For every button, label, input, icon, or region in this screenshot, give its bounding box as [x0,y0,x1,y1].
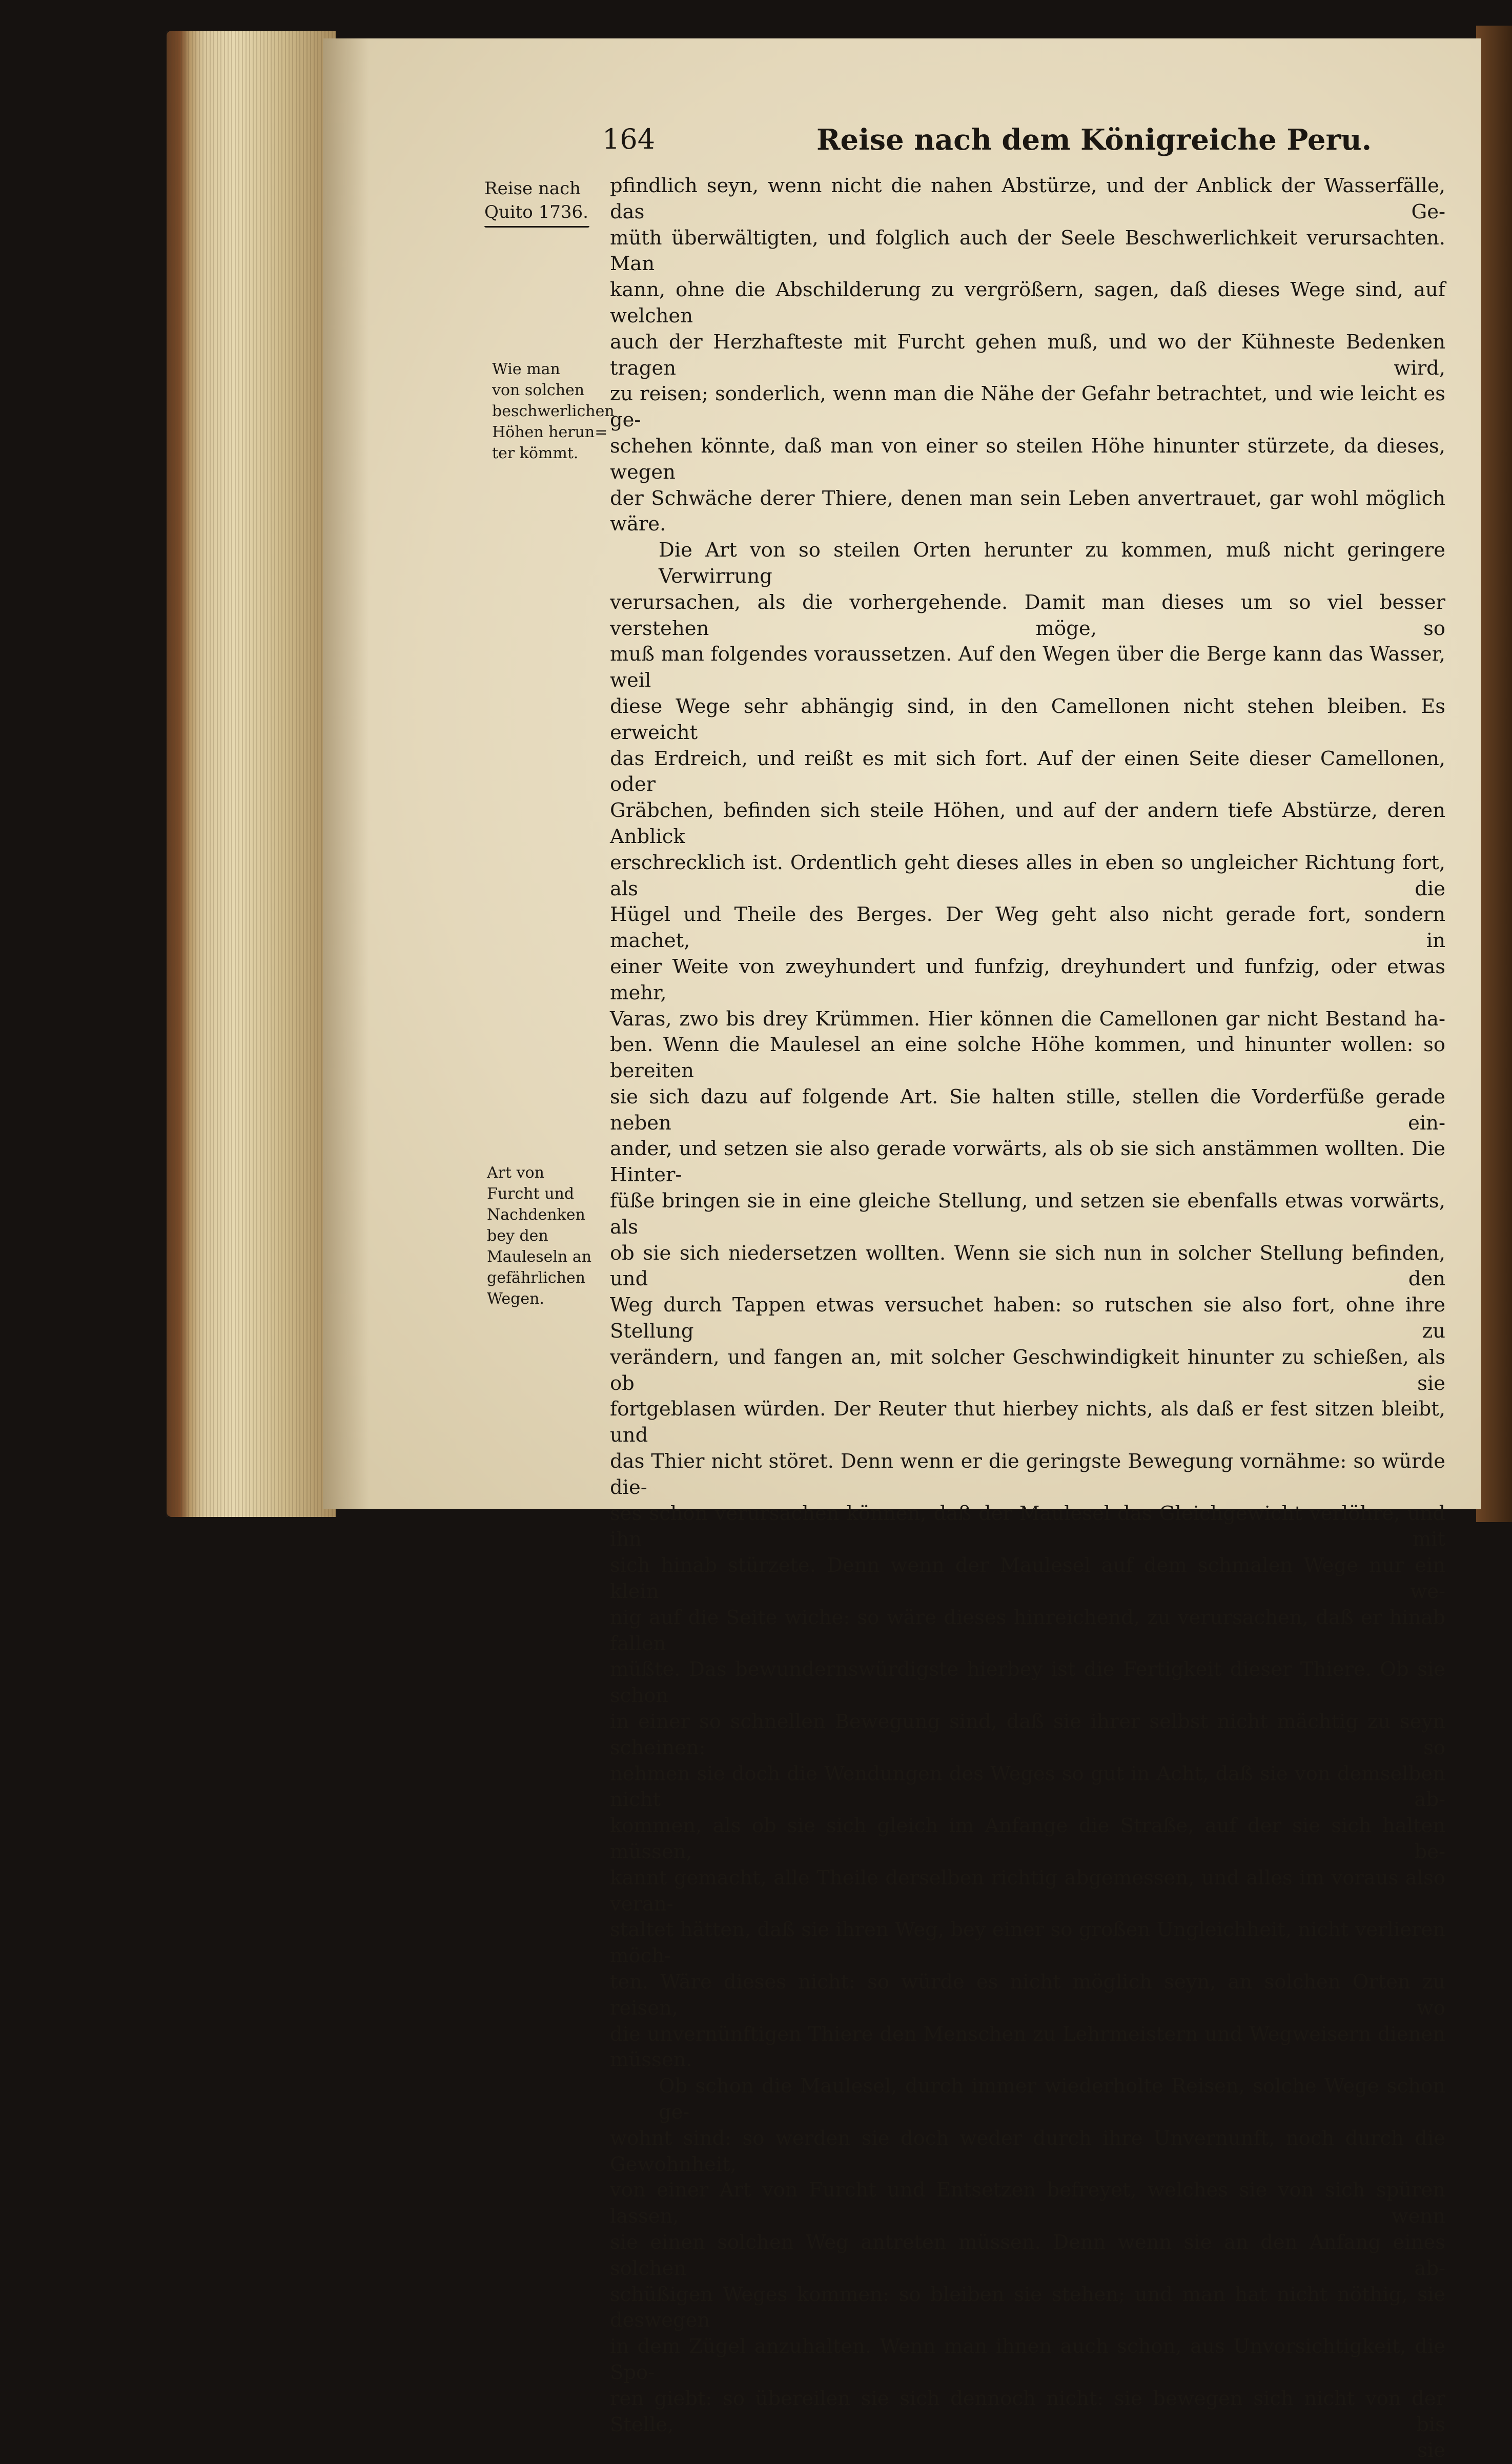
paragraph-2 [610,538,1445,2073]
text-line: ander, und setzen sie also gerade vorwärts, als ob sie sich anstämmen wollten. Die Hinter- [610,1137,1445,1187]
text-line: verursachen, als die vorhergehende. Damit man dieses um so viel besser verstehen möge, so [610,590,1445,640]
text-line: die unvernünftigen Thiere den Menschen zu Lehrmeistern und Wegweisern dienen müssen. [610,2022,1445,2072]
running-title: Reise nach dem Königreiche Peru. [816,123,1372,157]
text-line: kannt gemacht, alle Theile derselben richtig abgemessen, und alles im voraus also veran- [610,1866,1445,1916]
text-line: Die Art von so steilen Orten herunter zu kommen, muß nicht geringere Verwirrung [659,539,1445,588]
text-line: müth überwältigten, und folglich auch der Seele Beschwerlichkeit verursachten. Man [610,226,1445,276]
page-number: 164 [602,123,656,155]
text-line: staltet hätten, daß sie ihren Weg, bey einer so großen Ungleichheit, nicht verlieren möch- [610,1918,1445,1968]
margin-note-line: gefährlichen [487,1269,585,1287]
page-block-edge [167,31,336,1517]
margin-note-line: Höhen herun= [492,423,608,441]
margin-note-descent [492,359,615,464]
margin-note-line: von solchen [492,381,585,399]
margin-note-line: Art von [487,1164,544,1182]
text-line: ob sie sich niedersetzen wollten. Wenn sie sich nun in solcher Stellung befinden, und den [610,1241,1445,1291]
text-line: Gräbchen, befinden sich steile Höhen, und auf der andern tiefe Abstürze, deren Anblick [610,799,1445,848]
margin-note-line: ter kömmt. [492,444,579,462]
text-line: das Thier nicht störet. Denn wenn er die geringste Bewegung vornähme: so würde die- [610,1450,1445,1499]
text-line: nig auf die Seite wiche: so wäre dieses hinreichend, zu verursachen, daß er hinab fallen [610,1606,1445,1655]
text-line: in dem Zügel anzuhalten. Wenn man ihnen auch schon, aus Unvorsichtigkeit, die Spo- [610,2335,1445,2384]
text-line: zu reisen; sonderlich, wenn man die Nähe der Gefahr betrachtet, und wie leicht es ge- [610,382,1445,432]
text-line: diese Wege sehr abhängig sind, in den Camellonen nicht stehen bleiben. Es erweicht [610,694,1445,744]
body-text [610,173,1445,2464]
text-line: schüßigen Weges kommen: so bleiben sie stehen; und man hat nicht nöthig, sie deswegen [610,2283,1445,2332]
text-line: Weg durch Tappen etwas versuchet haben: so rutschen sie also fort, ohne ihre Stellung zu [610,1293,1445,1343]
text-line: pfindlich seyn, wenn nicht die nahen Abstürze, und der Anblick der Wasserfälle, das Ge- [610,174,1445,223]
margin-note-line: Wegen. [487,1290,544,1308]
text-line: fortgeblasen würden. Der Reuter thut hierbey nichts, als daß er fest sitzen bleibt, und [610,1398,1445,1447]
text-line: der Schwäche derer Thiere, denen man sein Leben anvertrauet, gar wohl möglich wäre. [610,486,1445,536]
text-line: Ob schon die Maulesel, durch immer wiederholte Reisen, solche Wege schon ge- [659,2075,1445,2124]
text-line: Hügel und Theile des Berges. Der Weg geht also nicht gerade fort, sondern machet, in [610,903,1445,953]
text-line: in einer so schnellen Bewegung sind, daß sie ihrer selbst nicht mächtig zu seyn scheinen: so [610,1710,1445,1759]
brace-rule [484,226,589,228]
text-line: muß man folgendes voraussetzen. Auf den Wegen über die Berge kann das Wasser, weil [610,643,1445,692]
text-line: erschrecklich ist. Ordentlich geht dieses alles in eben so ungleicher Richtung fort, als die [610,851,1445,900]
text-line: ten. Wäre dieses nicht: so würde es nicht möglich seyn, an solchen Orten zu reisen, wo [610,1970,1445,2020]
text-line: nehmen sie doch die Wendungen des Weges so gut in Acht, daß sie von demselben nicht ab- [610,1762,1445,1812]
text-line: sich hinab stürzete. Denn wenn der Maulesel auf dem schmalen Wege nur ein klein we- [610,1554,1445,1604]
running-head [602,123,1458,169]
catchword: sie [1417,2439,1445,2462]
text-line: schehen könnte, daß man von einer so steilen Höhe hinunter stürzete, da dieses, wegen [610,434,1445,484]
margin-note-fear [487,1162,591,1309]
text-line: das Erdreich, und reißt es mit sich fort. Auf der einen Seite dieser Camellonen, oder [610,747,1445,796]
text-line: auch der Herzhafteste mit Furcht gehen muß, und wo der Kühneste Bedenken tragen wird, [610,330,1445,380]
margin-note-line: Mauleseln an [487,1248,592,1266]
book-cover-edge [1476,26,1512,1522]
text-line: sie sich dazu auf folgende Art. Sie halten stille, stellen die Vorderfüße gerade neben ein- [610,1085,1445,1135]
text-line: sie einen solchen Weg antreten müssen. Denn wenn sie an den Anfang eines solchen ab- [610,2230,1445,2280]
text-line: verändern, und fangen an, mit solcher Geschwindigkeit hinunter zu schießen, als ob sie [610,1345,1445,1395]
text-line: von einer Art von Furcht und Entsetzen befreyet, welches sie von sich spüren lassen, wenn [610,2179,1445,2228]
margin-note-line: Wie man [492,360,560,378]
text-line: kann, ohne die Abschilderung zu vergrößern, sagen, daß dieses Wege sind, auf welchen [610,278,1445,327]
margin-note-line: Nachdenken [487,1206,585,1224]
text-line: ses schon verursachen können, daß der Maulesel das Gleichgewicht verlöhre, und ihn mit [610,1502,1445,1551]
text-line: einer Weite von zweyhundert und funfzig, dreyhundert und funfzig, oder etwas mehr, [610,955,1445,1004]
margin-note-line: Reise nach [484,178,581,199]
margin-note-line: Quito 1736. [484,202,588,222]
text-line: ren giebt: so übereilen sie sich dennoch nicht: sie bewegen sich nicht von der Stelle, bis [610,2387,1445,2436]
text-line: Varas, zwo bis drey Krümmen. Hier können die Camellonen gar nicht Bestand ha- [610,1007,1445,1031]
text-line: müßte. Das bewundernswürdigste hierbey ist die Fertigkeit dieser Thiere. Ob sie schon [610,1658,1445,1708]
text-line: kommen, als ob sie sich gleich im Anfange die Straße, auf der sie sich halten müssen, be- [610,1814,1445,1863]
paragraph-1 [610,173,1445,538]
margin-note-line: beschwerlichen [492,402,615,420]
text-line: füße bringen sie in eine gleiche Stellung, und setzen sie ebenfalls etwas vorwärts, als [610,1189,1445,1239]
margin-note-line: Furcht und [487,1185,575,1203]
margin-note-line: bey den [487,1227,548,1245]
paragraph-3 [610,2073,1445,2438]
margin-note-journey [484,177,607,228]
text-line: ben. Wenn die Maulesel an eine solche Höhe kommen, und hinunter wollen: so bereiten [610,1033,1445,1083]
text-line: wohnt sind: so werden sie doch weder durch ihre Unvernunft, noch durch die Gewohnheit, [610,2126,1445,2176]
